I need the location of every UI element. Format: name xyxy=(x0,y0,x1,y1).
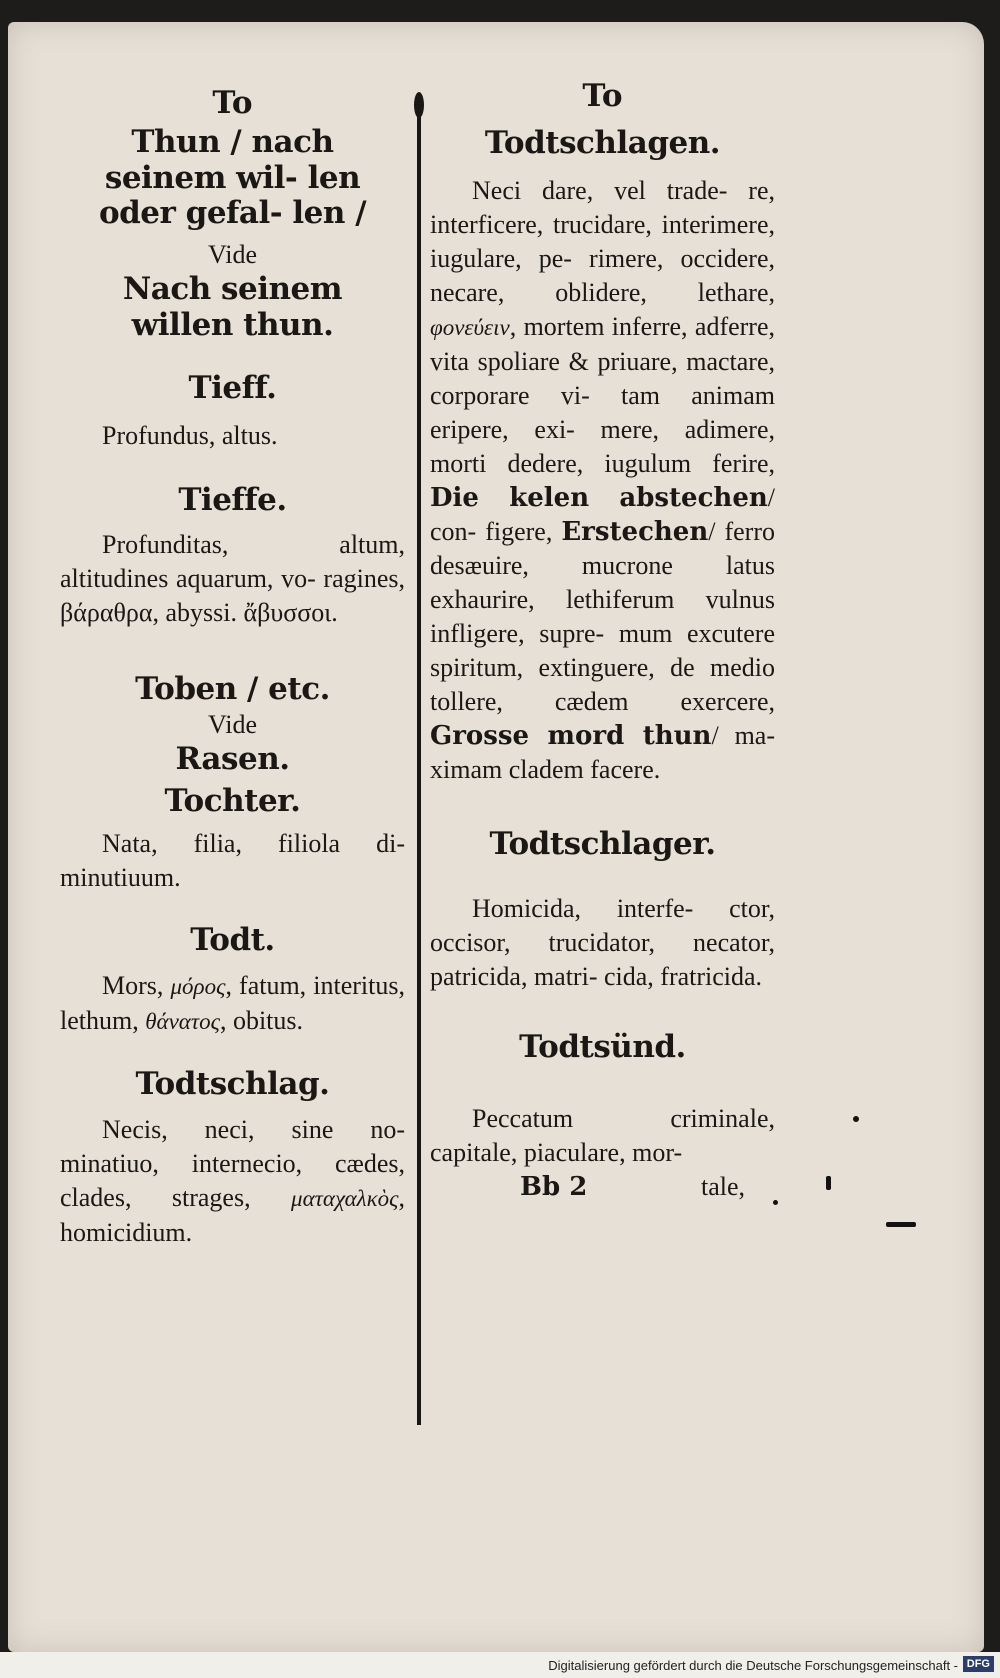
dfg-logo: DFG xyxy=(963,1656,994,1672)
entry-headword: Tieff. xyxy=(188,370,277,407)
running-head: To xyxy=(582,78,623,114)
entry-definition: Homicida, interfe- ctor, occisor, trucidator, necator, patricida, matri- cida, fratricida. xyxy=(430,894,775,992)
german-phrase: Erstechen xyxy=(561,516,709,547)
entry-headword: Todtschlag. xyxy=(135,1066,330,1103)
entry-headword: Tochter. xyxy=(164,782,301,819)
digitization-footer xyxy=(0,1652,1000,1678)
left-column xyxy=(60,85,405,1250)
entry-definition: Profunditas, altum, altitudines aquarum, vo- ragines, βάραθρα, abyssi. ἄβυσσοι. xyxy=(60,530,405,628)
entry-headword: Thun / nach seinem wil- len oder gefal- len / xyxy=(98,124,367,232)
entry-headword: Todtschlager. xyxy=(489,825,716,862)
entry-definition: Profundus, altus. xyxy=(102,420,278,450)
ink-mark xyxy=(853,1116,859,1122)
signature-mark: Bb 2 xyxy=(520,1171,588,1202)
running-head: To xyxy=(212,85,253,121)
signature-line xyxy=(430,1170,775,1204)
greek-word: φονεύειν xyxy=(430,314,510,340)
entry-definition: Mors, μόρος, fatum, interitus, lethum, θάνατος, obitus. xyxy=(60,971,406,1036)
ink-mark xyxy=(826,1176,831,1190)
entry-headword: Todtsünd. xyxy=(519,1029,686,1066)
ink-mark xyxy=(886,1222,916,1227)
cross-reference: Nach seinem willen thun. xyxy=(122,270,343,343)
entry-definition: Necis, neci, sine no- minatiuo, internecio, cædes, clades, strages, ματαχαλκὸς, homicidium. xyxy=(60,1114,405,1247)
catchword: tale, xyxy=(700,1171,745,1201)
entry-definition: Nata, filia, filiola di- minutiuum. xyxy=(60,829,405,893)
vide-label: Vide xyxy=(208,239,257,269)
greek-word: θάνατος xyxy=(145,1009,220,1035)
greek-word: μόρος xyxy=(170,974,226,1000)
cross-reference: Rasen. xyxy=(175,741,290,778)
entry-definition: Neci dare, vel trade- re, interficere, trucidare, interimere, iugulare, pe- rimere, occidere, necare, oblidere, lethare, φονεύειν, mortem inferre, adferre, vita spoliare & priuare, mactare, corporare vi- tam animam eripere, exi- mere, adimere, morti dedere, iugulum ferire, Die kelen abstechen/ con- figere, Erstechen/ ferro desæuire, mucrone latus exhaurire, lethiferum vulnus infligere, supre- mum excutere spiritum, extinguere, de medio tollere, cædem exercere, Grosse mord thun/ ma- ximam cladem facere. xyxy=(430,175,775,784)
entry-headword: Tieffe. xyxy=(178,481,287,518)
entry-headword: Todtschlagen. xyxy=(484,125,721,161)
vide-label: Vide xyxy=(208,710,257,740)
entry-headword: Toben / etc. xyxy=(135,671,330,708)
german-phrase: Grosse mord thun xyxy=(430,720,712,751)
right-column xyxy=(430,78,775,1204)
footer-credit: Digitalisierung gefördert durch die Deutsche Forschungsgemeinschaft - xyxy=(548,1658,958,1673)
entry-headword: Todt. xyxy=(190,922,275,959)
column-divider xyxy=(417,95,421,1425)
german-phrase: Die kelen abstechen xyxy=(430,482,768,513)
entry-definition: Peccatum criminale, capitale, piaculare, mor- xyxy=(430,1103,775,1167)
greek-word: ματαχαλκὸς xyxy=(291,1185,399,1211)
